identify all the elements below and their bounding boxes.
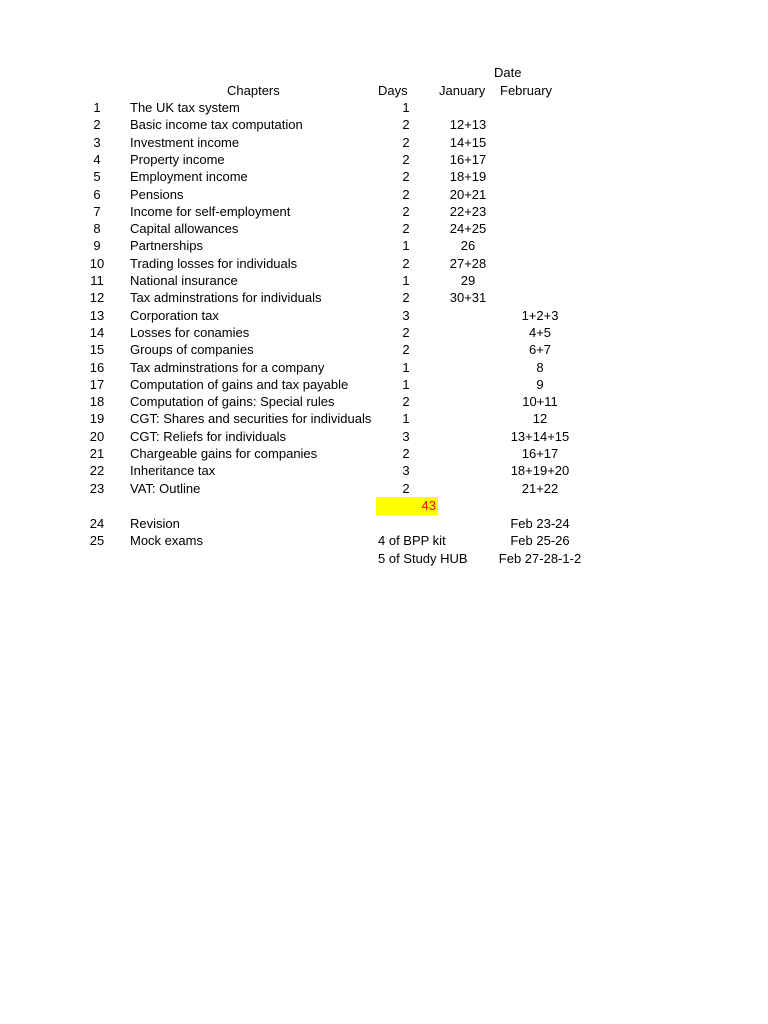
table-row [0, 99, 768, 116]
days-value: 2 [402, 117, 410, 133]
february-date: 18+19+20 [510, 463, 570, 479]
row-number: 18 [89, 394, 105, 410]
table-row [0, 151, 768, 168]
chapter-name: Investment income [130, 134, 240, 150]
february-date: 16+17 [521, 446, 559, 461]
table-row [0, 532, 768, 549]
january-date: 18+19 [449, 169, 487, 185]
days-value: 2 [402, 446, 410, 461]
chapter-name: Computation of gains: Special rules [130, 394, 335, 410]
days-value: 1 [402, 411, 410, 427]
days-value: 1 [402, 359, 410, 375]
note-text: 5 of Study HUB [378, 550, 468, 566]
days-value: 2 [402, 480, 410, 496]
table-row [0, 462, 768, 479]
row-number: 4 [93, 151, 101, 167]
chapter-name: Property income [130, 151, 225, 167]
chapter-name: Chargeable gains for companies [130, 446, 318, 461]
table-row [0, 376, 768, 393]
february-date: 9 [536, 376, 544, 392]
chapter-name: Groups of companies [130, 342, 254, 358]
chapter-name: Tax adminstrations for a company [130, 359, 325, 375]
chapter-name: CGT: Shares and securities for individuals [130, 411, 372, 427]
chapter-name: Partnerships [130, 238, 203, 254]
table-row [0, 203, 768, 220]
february-date: 6+7 [528, 342, 552, 358]
date-header: Date [494, 65, 522, 80]
table-row [0, 237, 768, 254]
table-row [0, 393, 768, 410]
days-value: 2 [402, 221, 410, 237]
days-value: 2 [402, 255, 410, 271]
table-row [0, 134, 768, 151]
table-row [0, 272, 768, 289]
table-row [0, 289, 768, 306]
february-date: 21+22 [521, 480, 559, 496]
chapter-name: Computation of gains and tax payable [130, 376, 349, 392]
table-row [0, 550, 768, 567]
table-row [0, 168, 768, 185]
february-date: 8 [536, 359, 544, 375]
table-row [0, 428, 768, 445]
row-number: 14 [89, 324, 105, 340]
january-date: 26 [460, 238, 476, 254]
row-number: 6 [93, 186, 101, 202]
january-date: 29 [460, 273, 476, 288]
table-row [0, 445, 768, 462]
days-value: 1 [402, 376, 410, 392]
row-number: 9 [93, 238, 101, 254]
row-number: 25 [89, 533, 105, 549]
chapter-name: Corporation tax [130, 307, 219, 323]
february-header: February [500, 83, 553, 98]
row-number: 23 [89, 480, 105, 496]
table-row [0, 324, 768, 341]
days-value: 2 [402, 186, 410, 202]
row-number: 3 [93, 134, 101, 150]
chapter-name: Basic income tax computation [130, 117, 303, 133]
row-number: 5 [93, 169, 101, 185]
row-number: 13 [89, 307, 105, 323]
january-date: 14+15 [449, 134, 487, 150]
chapter-name: Employment income [130, 169, 248, 185]
total-days-cell[interactable] [376, 497, 438, 515]
days-value: 1 [402, 273, 410, 288]
table-row [0, 341, 768, 358]
chapter-name: VAT: Outline [130, 480, 201, 496]
february-date: Feb 23-24 [510, 516, 570, 531]
days-value: 1 [402, 100, 410, 115]
table-row [0, 515, 768, 532]
january-date: 27+28 [449, 255, 487, 271]
row-number: 11 [90, 273, 104, 288]
row-number: 24 [89, 516, 105, 531]
days-value: 2 [402, 134, 410, 150]
table-row [0, 480, 768, 497]
chapter-name: Capital allowances [130, 221, 239, 237]
january-header: January [439, 83, 486, 98]
chapters-header: Chapters [227, 83, 280, 98]
days-value: 2 [402, 342, 410, 358]
january-date: 30+31 [449, 290, 487, 306]
table-row [0, 307, 768, 324]
days-value: 2 [402, 203, 410, 219]
chapter-name: Trading losses for individuals [130, 255, 298, 271]
days-value: 2 [402, 151, 410, 167]
february-date: 13+14+15 [510, 428, 570, 444]
february-date: Feb 27-28-1-2 [498, 550, 582, 566]
january-date: 16+17 [449, 151, 487, 167]
row-number: 1 [93, 100, 101, 115]
days-value: 2 [402, 169, 410, 185]
row-number: 10 [89, 255, 105, 271]
days-value: 3 [402, 307, 410, 323]
chapter-name: National insurance [130, 273, 238, 288]
table-row [0, 255, 768, 272]
days-value: 1 [402, 238, 410, 254]
january-date: 22+23 [449, 203, 487, 219]
row-number: 12 [89, 290, 105, 306]
february-date: Feb 25-26 [510, 533, 570, 549]
chapter-name: Losses for conamies [130, 324, 250, 340]
february-date: 12 [532, 411, 548, 427]
table-row [0, 359, 768, 376]
february-date: 1+2+3 [521, 307, 559, 323]
note-text: 4 of BPP kit [378, 533, 446, 549]
days-value: 2 [402, 290, 410, 306]
row-number: 2 [93, 117, 101, 133]
row-number: 19 [89, 411, 105, 427]
table-row [0, 116, 768, 133]
february-date: 10+11 [522, 394, 558, 410]
days-header: Days [378, 83, 408, 98]
january-date: 20+21 [449, 186, 487, 202]
days-value: 2 [402, 324, 410, 340]
chapter-name: Income for self-employment [130, 203, 291, 219]
january-date: 24+25 [449, 221, 487, 237]
table-row [0, 220, 768, 237]
row-number: 22 [89, 463, 105, 479]
row-number: 15 [89, 342, 105, 358]
chapter-name: CGT: Reliefs for individuals [130, 428, 287, 444]
chapter-name: The UK tax system [130, 100, 240, 115]
row-number: 21 [89, 446, 105, 461]
chapter-name: Pensions [130, 186, 184, 202]
row-number: 16 [89, 359, 105, 375]
row-number: 8 [93, 221, 101, 237]
row-number: 7 [93, 203, 101, 219]
row-number: 17 [89, 376, 105, 392]
days-value: 3 [402, 428, 410, 444]
february-date: 4+5 [528, 324, 552, 340]
chapter-name: Mock exams [130, 533, 203, 549]
days-value: 3 [402, 463, 410, 479]
days-value: 2 [402, 394, 410, 410]
table-row [0, 410, 768, 427]
january-date: 12+13 [449, 117, 487, 133]
total-days-value: 43 [421, 498, 436, 513]
chapter-name: Revision [130, 516, 180, 531]
row-number: 20 [89, 428, 105, 444]
chapter-name: Tax adminstrations for individuals [130, 290, 322, 306]
table-row [0, 186, 768, 203]
chapter-name: Inheritance tax [130, 463, 216, 479]
